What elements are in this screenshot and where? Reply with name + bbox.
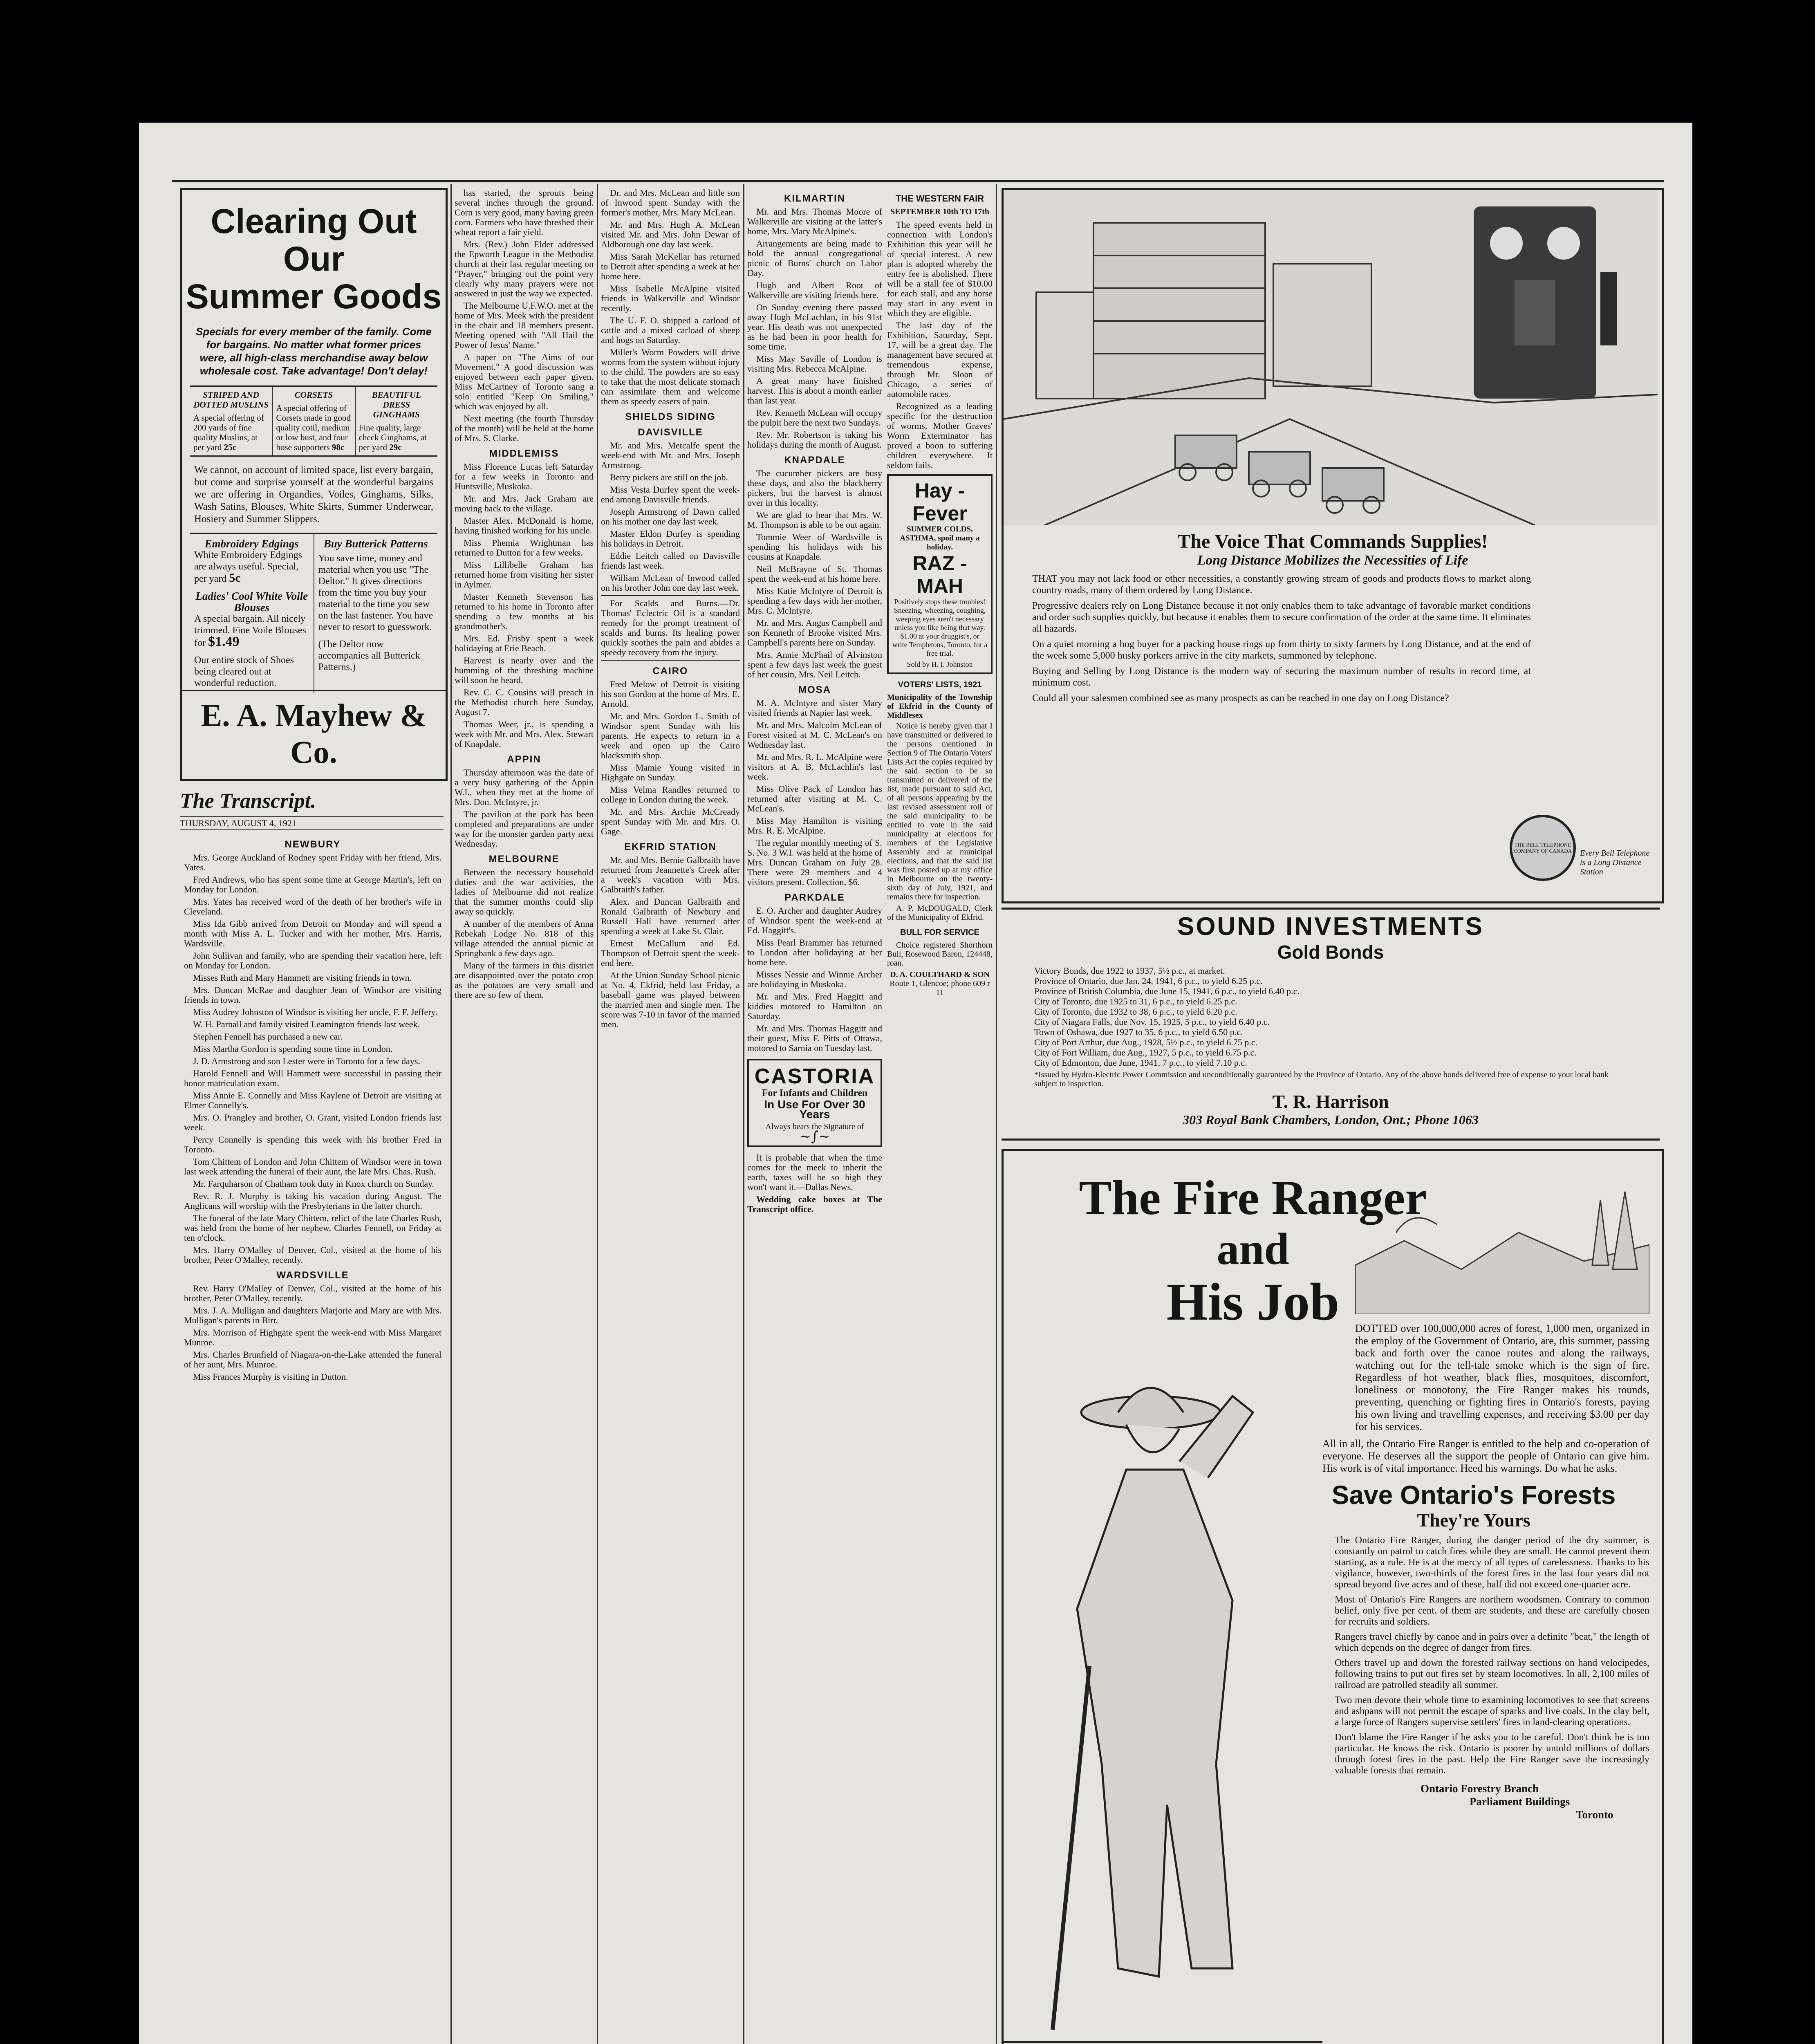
news-item: The Melbourne U.F.W.O. met at the home of Mrs. Meek with the president in the chair and 18 members present. Meeting opened with "All Hail the Power of Jesus' Name." [455,300,594,350]
city-telephone-illustration [1004,190,1658,525]
castoria-subtitle: For Infants and Children [762,1088,868,1098]
news-item: Mrs. Annie McPhail of Alvinston spent a few days last week the guest of her cousin, Mrs. Neil Leitch. [747,650,882,679]
hay-fever-subtitle: SUMMER COLDS, ASTHMA, spoil many a holiday. [900,525,980,551]
section-head-davisville: DAVISVILLE [638,427,703,438]
section-head-knapdale: KNAPDALE [784,455,845,466]
embroidery-price: 5c [229,571,241,585]
raz-mah-ad [887,474,993,674]
bond-item: Victory Bonds, due 1922 to 1937, 5½ p.c., at market. [1034,966,1225,976]
news-item: Mrs. (Rev.) John Elder addressed the Epworth League in the Methodist church at their last regular meeting on "Prayer," bringing out the point very clearly why many prayers were not answered in just the way we expected. [455,239,594,298]
news-item: Mr. Farquharson of Chatham took duty in Knox church on Sunday. [193,1179,435,1189]
theyre-yours: They're Yours [1417,1510,1530,1531]
news-item: Thomas Weer, jr., is spending a week with Mr. and Mrs. Alex. Stewart of Knapdale. [455,719,594,749]
news-item: Miss Velma Randles returned to college in London during the week. [601,784,740,805]
news-item: E. O. Archer and daughter Audrey of Windsor spent the week-end at Ed. Haggitt's. [747,905,882,935]
news-item: Eddie Leitch called on Davisville friends last week. [601,551,740,571]
news-item: Miss Sarah McKellar has returned to Detroit after spending a week at her home here. [601,251,740,281]
mayhew-headline [182,202,446,315]
news-item: On a quiet morning a hog buyer for a packing house rings up from thirty to sixty farmers by Long Distance, and at the end of the week some 5,000 husky porkers arrive in the city markets, summoned by telephone. [1032,639,1531,661]
embroidery-title: Embroidery Edgings [204,538,299,550]
news-item: A number of the members of Anna Rebekah Lodge No. 818 of this village attended the annual picnic at Springbank a few days ago. [455,919,594,958]
news-item: W. H. Parnall and family visited Leamington friends last week. [193,1019,420,1029]
signature-image: ~∫~ [785,1128,844,1145]
news-item: The cucumber pickers are busy these days, and also the blackberry pickers, but the harvest is almost over in this locality. [747,468,882,508]
news-item: Berry pickers are still on the job. [610,472,728,482]
news-item: Could all your salesmen combined see as many prospects as can be reached in one day on Long Distance? [1032,693,1449,704]
news-item: Miss Audrey Johnston of Windsor is visiting her uncle, F. F. Jeffery. [193,1007,437,1017]
bond-item: City of Toronto, due 1932 to 38, 6 p.c., to yield 6.20 p.c. [1034,1006,1237,1017]
middlemiss-items [455,462,594,717]
ekfrid-items [601,855,740,1029]
news-item: Miss Florence Lucas left Saturday for a few weeks in Toronto and Huntsville, Muskoka. [455,462,594,491]
butterick-note: (The Deltor now accompanies all Butterick Patterns.) [318,639,420,672]
fire-signature [1298,1782,1649,1821]
news-item: Tom Chittem of London and John Chittem of Windsor were in town last week attending the funeral of their aunt, the late Mrs. Chas. Rush. [184,1156,441,1177]
headline-line-2: Summer Goods [186,277,442,316]
headline-line-1: Clearing Out Our [211,202,417,278]
news-item: The last day of the Exhibition, Saturday, Sept. 17, will be a great day. The management have secured at tremendous expense, through Mr. Sloan of Chicago, a series of automobile races. [887,320,993,399]
title-line-3: His Job [1166,1273,1340,1331]
masthead [180,789,444,830]
column-rule [996,184,997,2044]
news-item: Mr. and Mrs. Hugh A. McLean visited Mr. and Mrs. John Dewar of Aldborough one day last week. [601,220,740,249]
fire-intro-2: All in all, the Ontario Fire Ranger is entitled to the help and co-operation of everyone. He deserves all the support the people of Ontario can give him. His work is of vital importance. Heed his warnings. Do what he asks. [1322,1438,1649,1474]
shoes-text: Our entire stock of Shoes being cleared out at wonderful reduction. [194,655,294,688]
bond-list [1034,966,1627,1068]
special-title: BEAUTIFUL DRESS GINGHAMS [372,390,421,419]
bell-body [1032,573,1531,704]
top-rule [172,180,1664,182]
butterick-text: You save time, money and material when you use "The Deltor." It gives directions from the time you buy your material to the time you sew on the last fastener. You have never to resort to guesswork. [318,553,433,632]
bell-subhead: Long Distance Mobilizes the Necessities of Life [1197,553,1468,568]
news-item: Harvest is nearly over and the humming of the threshing machine will soon be heard. [455,655,594,685]
harrison-advertisement [1002,908,1660,1141]
mosa-items [747,698,882,887]
news-item: The pavilion at the park has been completed and preparations are under way for the monster garden party next Wednesday. [455,809,594,849]
news-item: The U. F. O. shipped a carload of cattle and a mixed carload of sheep and hogs on Saturday. [601,315,740,345]
news-item: Arrangements are being made to hold the annual congregational picnic of Burns' church on Labor Day. [747,238,882,278]
davisville-items [601,441,740,593]
news-item: Mr. and Mrs. Angus Campbell and son Kenneth of Brooke visited Mrs. Campbell's parents here on Sunday. [747,618,882,648]
castoria-years: In Use For Over 30 Years [764,1098,865,1121]
castoria-ad [747,1059,882,1147]
news-item: At the Union Sunday School picnic at No. 4, Ekfrid, held last Friday, a baseball game was played between the married men and single men. The score was 7-10 in favor of the married men. [601,970,740,1029]
bond-item: City of Niagara Falls, due Nov. 15, 1925, 5 p.c., to yield 6.40 p.c. [1034,1017,1270,1027]
news-item: Miss Martha Gordon is spending some time in London. [193,1044,393,1054]
section-head-western-fair: THE WESTERN FAIR [895,193,984,204]
dateline: THURSDAY, AUGUST 4, 1921 [180,816,444,830]
miller-worm-powders-ad: Miller's Worm Powders will drive worms from the system without injury to the child. The powders are so easy to take that the most delicate stomach can assimilate them and welcome them as speedy easers of pain. [601,347,740,406]
news-item: Misses Ruth and Mary Hammett are visiting friends in town. [193,973,412,983]
section-head-kilmartin: KILMARTIN [784,193,845,204]
appin-items [455,768,594,849]
forest-landscape-illustration [1355,1183,1649,1314]
mayhew-firm-name: E. A. Mayhew & Co. [182,690,446,771]
section-head-newbury: NEWBURY [285,839,341,850]
special-price: 98c [332,442,345,452]
news-item: Miss May Hamilton is visiting Mrs. R. E. McAlpine. [747,816,882,836]
voters-clerk: A. P. McDOUGALD, Clerk of the Municipality of Ekfrid. [887,904,993,922]
special-title: CORSETS [294,390,333,400]
news-item: Fred Andrews, who has spent some time at George Martin's, left on Monday for London. [184,874,441,894]
news-item: Ernest McCallum and Ed. Thompson of Detroit spent the week-end here. [601,938,740,968]
newspaper-page [139,123,1692,2044]
news-item: Others travel up and down the forested railway sections on hand velocipedes, following trains to put out fires set by steam locomotives. In all, 2,100 miles of railroad are patrolled steadily all summer. [1335,1658,1649,1690]
column-rule [450,184,452,2044]
news-item: Mrs. Yates has received word of the death of her brother's wife in Cleveland. [184,896,441,917]
special-text: Fine quality, large check Ginghams, at per yard [359,423,427,452]
bond-item: Town of Oshawa, due 1927 to 35, 6 p.c., to yield 6.50 p.c. [1034,1027,1243,1037]
harrison-headline: SOUND INVESTMENTS [1177,912,1484,941]
bond-item: Province of Ontario, due Jan. 24, 1941, 6 p.c., to yield 6.25 p.c. [1034,976,1263,986]
column-rule [597,184,598,2044]
bull-text: Choice registered Shorthorn Bull, Rosewood Baron, 124448, roan. [887,941,993,968]
raz-mah-sold-by: Sold by H. I. Johnston [907,660,973,668]
column-rule [743,184,744,2044]
parkdale-items [747,906,882,1053]
news-item: Mr. and Mrs. Gordon L. Smith of Windsor spent Sunday with his parents. He expects to return in a week and open up the Cairo blacksmith shop. [601,711,740,760]
castoria-title: CASTORIA [754,1065,875,1088]
special-corsets [273,387,355,455]
news-item: Rev. C. C. Cousins will preach in the Methodist church here Sunday, August 7. [455,687,594,717]
fair-items [887,220,993,470]
news-item: Stephen Fennell has purchased a new car. [193,1031,343,1042]
bond-item: City of Edmonton, due June, 1941, 7 p.c., to yield 7.10 p.c. [1034,1058,1247,1068]
bond-item: City of Fort William, due Aug., 1927, 5 p.c., to yield 6.75 p.c. [1034,1047,1257,1058]
embroidery-text: White Embroidery Edgings are always useful. Special, per yard [194,550,302,584]
news-item: Recognized as a leading specific for the destruction of worms, Mother Graves' Worm Exterminator has proved a boon to suffering children everywhere. It seldom fails. [887,401,993,470]
bell-seal-icon [1510,815,1576,881]
news-item: Miss Ida Gibb arrived from Detroit on Monday and will spend a month with Miss A. L. Tucker and with her mother, Mrs. Harris, Wardsville. [184,919,441,948]
news-item: Mrs. Ed. Frisby spent a week holidaying at Erie Beach. [455,633,594,653]
special-title: STRIPED AND DOTTED MUSLINS [193,390,269,410]
bond-item: City of Toronto, due 1925 to 31, 6 p.c., to yield 6.25 p.c. [1034,996,1237,1006]
news-item: The speed events held in connection with London's Exhibition this year will be of special interest. A new plan is adopted whereby the entry fee is abolished. There will be a stall fee of $10.00 for each stall, and any horse may start in any event in which they are eligible. [887,220,993,318]
news-item: Wedding cake boxes at The Transcript office. [747,1194,882,1214]
news-item: Dr. and Mrs. McLean and little son of Inwood spent Sunday with the former's mother, Mrs. Mary McLean. [601,188,740,217]
column-1 [184,834,441,2044]
news-item: Master Alex. McDonald is home, having finished working for his uncle. [455,515,594,536]
news-item: Mr. and Mrs. Bernie Galbraith have returned from Jeannette's Creek after a week's vacation with Mrs. Galbraith's father. [601,855,740,894]
bull-route: Route 1, Glencoe; phone 609 r 11 [890,979,990,997]
news-item: Next meeting (the fourth Thursday of the month) will be held at the home of Mrs. S. Clarke. [455,413,594,443]
news-item: Thursday afternoon was the date of a very busy gathering of the Appin W.I., when they met at the home of Mrs. Don. McIntyre, jr. [455,767,594,807]
special-price: 29c [389,442,402,452]
news-item: Two men devote their whole time to examining locomotives to see that screens and ashpans will not permit the escape of sparks and live coals. In the clay belt, a large force of Rangers supervise settlers' fires in land-clearing operations. [1335,1695,1649,1728]
news-item: A paper on "The Aims of our Movement." A good discussion was enjoyed between each paper given. Miss McCartney of Toronto sang a solo entitled "Keep On Smiling," which was enjoyed by all. [455,352,594,411]
news-item: Master Eldon Durfey is spending his holidays in Detroit. [601,529,740,549]
news-item: Many of the farmers in this district are disappointed over the potato crop as the potatoes are very small and there are so few of them. [455,960,594,1000]
news-item: Mr. and Mrs. Fred Haggitt and kiddies motored to Hamilton on Saturday. [747,991,882,1021]
voile-text: A special bargain. All nicely trimmed. Fine Voile Blouses for [194,614,306,648]
news-item: Mrs. Charles Brunfield of Niagara-on-the-Lake attended the funeral of her aunt, Mrs. Munroe. [184,1349,441,1369]
mayhew-middle-text: We cannot, on account of limited space, list every bargain, but come and surprise yourself at the wonderful bargains we are offering in Organdies, Voiles, Ginghams, Silks, Wash Satins, Blouses, White Skirts, Summer Underwear, Hosiery and Summer Slippers. [194,464,433,524]
title-line-2: and [1217,1224,1289,1274]
news-item: Miss May Saville of London is visiting Mrs. Rebecca McAlpine. [747,354,882,374]
news-item: Most of Ontario's Fire Rangers are northern woodsmen. Contrary to common belief, only five per cent. of them are students, and these are carefully chosen for recruits and soldiers. [1335,1594,1649,1627]
fire-ranger-advertisement [1002,1149,1664,2044]
fire-intro: DOTTED over 100,000,000 acres of forest, 1,000 men, organized in the employ of the Government of Ontario, are, this summer, passing back and forth over the canoe routes and along the railways, watching out for the tell-tale smoke which is the sign of fire. Regardless of hot weather, black flies, mosquitoes, discomfort, loneliness or monotony, the Fire Ranger makes his rounds, preventing, quenching or fighting fires in Ontario's forests, paying his own living and travelling expenses, and receiving $3.00 per day for his services. [1355,1322,1649,1432]
bell-seal-text: THE BELL TELEPHONE COMPANY OF CANADA [1513,842,1572,854]
hay-fever-title: Hay - Fever [912,479,967,525]
column-4 [747,188,882,2044]
voters-notice: Notice is hereby given that I have transmitted or delivered to the persons mentioned in Section 9 of The Ontario Voters' Lists Act the copies required by the said section to be so transmitted or delivered of the list, made pursuant to said Act, of all persons appearing by the last revised assessment roll of the said municipality to be entitled to vote in the said municipality at elections for members of the Legislative Assembly and at municipal elections, and that the said list was first posted up at my office in Melbourne on the twenty-sixth day of July, 1921, and remains there for inspection. [887,722,993,901]
raz-mah-title: RAZ - MAH [912,552,967,598]
news-item: Miss Isabelle McAlpine visited friends in Walkerville and Windsor recently. [601,283,740,313]
mayhew-advertisement [180,188,448,781]
column-3 [601,188,740,2044]
news-item: Miss Frances Murphy is visiting in Dutton. [193,1372,348,1382]
news-item: Fred Melow of Detroit is visiting his son Gordon at the home of Mrs. E. Arnold. [601,679,740,709]
news-item: On Sunday evening there passed away Hugh McLachlan, in his 91st year. His death was not unexpected as he had been in poor health for some time. [747,302,882,352]
news-item: Mrs. Morrison of Highgate spent the week-end with Miss Margaret Munroe. [184,1327,441,1347]
news-item: Mr. and Mrs. R. L. McAlpine were visitors at A. B. McLachlin's last week. [747,752,882,782]
kilmartin-items [747,207,882,450]
voters-subhead: Municipality of the Township of Ekfrid in the County of Middlesex [887,693,993,720]
news-item: Mr. and Mrs. Malcolm McLean of Forest visited at M. C. McLean's on Wednesday last. [747,720,882,750]
save-forests-headline: Save Ontario's Forests [1331,1480,1616,1510]
news-item: Miss Katie McIntyre of Detroit is spending a few days with her mother, Mrs. C. McIntyre. [747,586,882,616]
news-item: Alex. and Duncan Galbraith and Ronald Galbraith of Newbury and Russell Hall have returned after spending a week at Lake St. Clair. [601,896,740,936]
news-item: Rev. Kenneth McLean will occupy the pulpit here the next two Sundays. [747,408,882,428]
section-head-ekfrid-station: EKFRID STATION [624,841,717,852]
news-item: Rev. Harry O'Malley of Denver, Col., visited at the home of his brother, Peter O'Malley, recently. [184,1283,441,1303]
special-text: A special offering of 200 yards of fine quality Muslins, at per yard [193,413,264,452]
cairo-items [601,679,740,836]
city: Toronto [1576,1809,1613,1821]
news-item: Mr. and Mrs. Archie McCready spent Sunday with Mr. and Mrs. O. Gage. [601,807,740,836]
mayhew-intro: Specials for every member of the family. Come for bargains. No matter what former prices were, all high-class merchandise away below wholesale cost. Take advantage! Don't delay! [195,325,432,377]
wall-telephone-icon [1474,206,1617,399]
butterick-title: Buy Butterick Patterns [323,538,428,550]
news-item: Tommie Weer of Wardsville is spending his holidays with his cousins at Knapdale. [747,532,882,562]
wardsville-items [184,1284,441,1382]
special-ginghams [356,387,437,455]
section-head-bull-for-service: BULL FOR SERVICE [900,928,979,937]
section-head-melbourne: MELBOURNE [488,854,560,865]
column-5 [887,188,993,1136]
section-head-appin: APPIN [507,754,541,765]
news-item: Buying and Selling by Long Distance is the modern way of securing the maximum number of results in record time, at minimum cost. [1032,666,1531,688]
news-item: Harold Fennell and Will Hammett were successful in passing their honor matriculation exam. [184,1068,441,1088]
news-item: Mr. and Mrs. Metcalfe spent the week-end with Mr. and Mrs. Joseph Armstrong. [601,440,740,470]
section-head-wardsville: WARDSVILLE [276,1270,349,1281]
news-item: Miss Pearl Brammer has returned to London after holidaying at her home here. [747,937,882,967]
news-item: Master Kenneth Stevenson has returned to his home in Toronto after spending a few months at his grandmother's. [455,592,594,631]
news-item: Hugh and Albert Root of Walkerville are visiting friends here. [747,280,882,300]
news-item: M. A. McIntyre and sister Mary visited friends at Napier last week. [747,698,882,718]
section-head-parkdale: PARKDALE [784,892,845,903]
section-head-cairo: CAIRO [652,666,688,677]
news-item: Miss Mamie Young visited in Highgate on Sunday. [601,762,740,782]
news-item: Miss Lillibelle Graham has returned home from visiting her sister in Aylmer. [455,560,594,589]
bell-footer: Every Bell Telephone is a Long Distance Station [1580,849,1650,876]
news-item: J. D. Armstrong and son Lester were in Toronto for a few days. [193,1056,420,1066]
news-item: It is probable that when the time comes for the meek to inherit the earth, taxes will be so high they won't want it.—Dallas News. [747,1152,882,1192]
bell-telephone-advertisement [1002,188,1664,903]
news-item: Mr. and Mrs. Jack Graham are moving back to the village. [455,493,594,513]
news-item: Mr. and Mrs. Thomas Moore of Walkerville are visiting at the latter's home, Mrs. Mary McAlpine's. [747,206,882,236]
news-item: The funeral of the late Mary Chittem, relict of the late Charles Rush, was held from the home of her nephew, Charles Fennell, on Friday at ten o'clock. [184,1213,441,1243]
special-muslins [190,387,273,455]
news-item: has started, the sprouts being several inches through the ground. Corn is very good, many having green corn. Farmers who have threshed their wheat report a fair yield. [455,188,594,237]
mayhew-specials-row [190,385,437,457]
column-2 [455,188,594,2044]
news-item: Miss Annie E. Connelly and Miss Kaylene of Detroit are visiting at Elmer Connelly's. [184,1090,441,1110]
bell-headline: The Voice That Commands Supplies! [1177,531,1488,552]
scalds-ad: For Scalds and Burns.—Dr. Thomas' Eclectric Oil is a standard remedy for the prompt treatment of scalds and burns. Its healing power quickly soothes the pain and abides a speedy recovery from the injury. [601,595,740,661]
mayhew-lower-row [190,533,437,693]
news-item: William McLean of Inwood called on his brother John one day last week. [601,573,740,593]
section-head-shields-siding: SHIELDS SIDING [625,411,716,422]
news-item: THAT you may not lack food or other necessities, a constantly growing stream of goods and products flows to market along country roads, many of them ordered by Long Distance. [1032,574,1531,596]
castoria-signature-line: Always bears the Signature of [765,1122,864,1131]
mayhew-lower-right [314,534,438,693]
voile-title: Ladies' Cool White Voile Blouses [195,590,308,614]
news-item: Don't blame the Fire Ranger if he asks you to be careful. Don't think he is too particular. He knows the risk. Ontario is poorer by untold millions of dollars through forest fires in the past. Help the Fire Ranger save the increasingly valuable forests that remain. [1335,1732,1649,1776]
news-item: The Ontario Fire Ranger, during the danger period of the dry summer, is constantly on patrol to catch fires while they are small. He cannot prevent them starting, as a rule. He is at the mercy of all types of carelessness. Thanks to his vigilance, however, two-thirds of the forest fires in the last four years did not spread beyond five acres and of these, half did not exceed one-quarter acre. [1335,1535,1649,1590]
fire-ranger-text [1298,1322,1649,1821]
news-item: Mrs. O. Prangley and brother, O. Grant, visited London friends last week. [184,1112,441,1132]
voile-price: $1.49 [208,634,240,649]
harrison-subhead: Gold Bonds [1277,941,1384,963]
col2-top-items [455,188,594,443]
paper-title: The Transcript. [180,789,316,813]
newbury-items [184,853,441,1265]
harrison-note: *Issued by Hydro-Electric Power Commission and unconditionally guaranteed by the Province of Ontario. Any of the above bonds delivered free of expense to your local bank subject to inspection. [1034,1070,1609,1088]
melbourne-items [455,867,594,1000]
col3-top-items [601,188,740,345]
news-item: Miss Olive Pack of London has returned after visiting at M. C. McLean's. [747,784,882,814]
harrison-address: 303 Royal Bank Chambers, London, Ont.; Phone 1063 [1183,1112,1479,1127]
news-item: Misses Nessie and Winnie Archer are holidaying in Muskoka. [747,969,882,989]
news-item: Mrs. George Auckland of Rodney spent Friday with her friend, Mrs. Yates. [184,852,441,872]
mayhew-lower-left [190,534,314,693]
bond-item: City of Port Arthur, due Aug., 1928, 5½ p.c., to yield 6.75 p.c. [1034,1037,1258,1047]
news-item: Joseph Armstrong of Dawn called on his mother one day last week. [601,507,740,527]
forestry-branch: Ontario Forestry Branch [1421,1782,1539,1795]
news-item: John Sullivan and family, who are spending their vacation here, left on Monday for London. [184,950,441,970]
news-item: The regular monthly meeting of S. S. No. 3 W.I. was held at the home of Mrs. Duncan Graham on July 28. There were 29 members and 4 visitors present. Collection, $6. [747,838,882,887]
news-item: Progressive dealers rely on Long Distance because it not only enables them to take advantage of favorable market conditions and order such supplies quickly, but because it enables them to secure confirmation of the order at the same time. It eliminates all hazards. [1032,601,1531,634]
section-head-voters-lists: VOTERS' LISTS, 1921 [898,680,982,689]
news-item: We are glad to hear that Mrs. W. M. Thompson is able to be out again. [747,510,882,530]
section-head-middlemiss: MIDDLEMISS [489,448,559,459]
news-item: Between the necessary household duties and the war activities, the ladies of Melbourne did not realize that the summer months could slip away so quickly. [455,867,594,917]
title-line-1: The Fire Ranger [1079,1170,1427,1225]
news-item: Rev. Mr. Robertson is taking his holidays during the month of August. [747,430,882,450]
special-text: A special offering of Corsets made in good quality cotil, medium or low bust, and four hose supporters [276,403,351,452]
news-item: Rev. R. J. Murphy is taking his vacation during August. The Anglicans will worship with the Presbyterians in the latter church. [184,1191,441,1211]
harrison-firm: T. R. Harrison [1272,1091,1389,1112]
parliament-buildings: Parliament Buildings [1470,1795,1570,1808]
news-item: Rangers travel chiefly by canoe and in pairs over a definite "beat," the length of which depends on the degree of danger from fires. [1335,1632,1649,1653]
news-item: Mrs. Harry O'Malley of Denver, Col., visited at the home of his brother, Peter O'Malley, recently. [184,1245,441,1265]
news-item: Mr. and Mrs. Thomas Haggitt and their guest, Miss F. Pitts of Ottawa, motored to Sarnia on Tuesday last. [747,1023,882,1053]
section-head-mosa: MOSA [798,684,831,695]
fair-dates: SEPTEMBER 10th TO 17th [890,207,990,216]
news-item: A great many have finished harvest. This is about a month earlier than last year. [747,376,882,406]
news-item: Neil McBrayne of St. Thomas spent the week-end at his home here. [747,564,882,584]
news-item: Miss Vesta Durfey spent the week-end among Davisville friends. [601,484,740,504]
news-item: Percy Connelly is spending this week with his brother Fred in Toronto. [184,1134,441,1154]
fire-ranger-illustration [1004,1355,1322,2044]
news-item: Mrs. Duncan McRae and daughter Jean of Windsor are visiting friends in town. [184,985,441,1005]
special-price: 25c [224,442,236,452]
knapdale-items [747,468,882,679]
bond-item: Province of British Columbia, due June 15, 1941, 6 p.c., to yield 6.40 p.c. [1034,986,1300,996]
raz-mah-text: Positively stops these troubles! Sneezing, wheezing, coughing, weeping eyes aren't necessary unless you like being that way. $1.00 at your druggist's, or write Templetons, Toronto, for a free trial. [892,598,988,657]
bull-owner: D. A. COULTHARD & SON [890,970,990,979]
news-item: Mrs. J. A. Mulligan and daughters Marjorie and Mary are with Mrs. Mulligan's parents in Birr. [184,1305,441,1325]
fire-body [1298,1535,1649,1776]
news-item: Miss Phemia Wrightman has returned to Dutton for a few weeks. [455,538,594,558]
